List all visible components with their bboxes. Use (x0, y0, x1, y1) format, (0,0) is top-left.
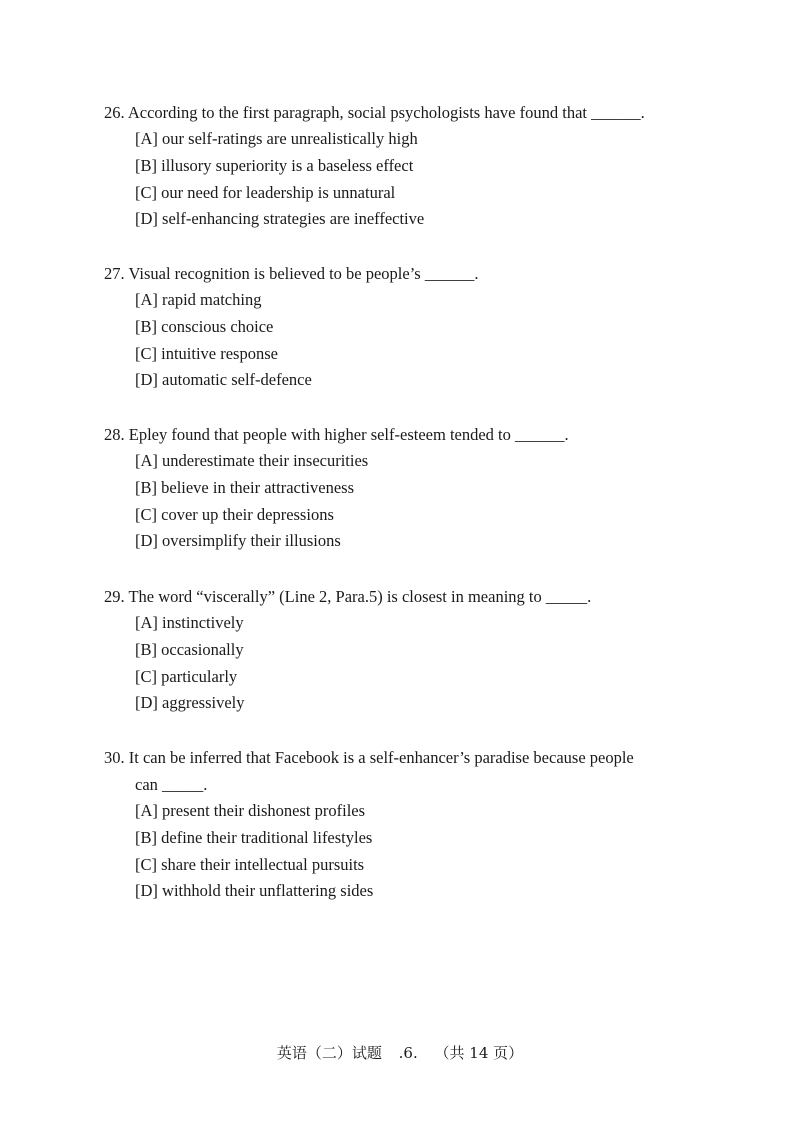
question-stem: 27. Visual recognition is believed to be people’s ______. (104, 264, 479, 283)
option-a: [A] rapid matching (135, 290, 262, 309)
option-d: [D] automatic self-defence (135, 370, 312, 390)
option-d: [D] self-enhancing strategies are ineffective (135, 209, 425, 229)
footer-page-number: .6. (398, 1044, 418, 1062)
option-a: [A] instinctively (135, 613, 244, 632)
option-a: [A] our self-ratings are unrealistically high (135, 129, 418, 148)
option-d: [D] oversimplify their illusions (135, 531, 341, 551)
question-stem: 28. Epley found that people with higher self-esteem tended to ______. (104, 425, 569, 444)
option-b: [B] define their traditional lifestyles (135, 827, 373, 847)
question-stem: 30. It can be inferred that Facebook is a self-enhancer’s paradise because people (104, 748, 634, 767)
option-c: [C] particularly (135, 666, 238, 686)
question-27 (104, 260, 700, 394)
option-b: [B] illusory superiority is a baseless effect (135, 155, 414, 175)
option-a: [A] present their dishonest profiles (135, 801, 366, 820)
question-stem-continuation: can _____. (135, 775, 208, 794)
question-stem: 29. The word “viscerally” (Line 2, Para.5) is closest in meaning to _____. (104, 587, 592, 606)
page-footer (0, 1042, 800, 1063)
footer-page-total: （共 14 页） (434, 1044, 524, 1062)
question-29 (104, 583, 700, 717)
question-28 (104, 421, 700, 555)
footer-subject: 英语（二）试题 (276, 1044, 382, 1062)
option-b: [B] conscious choice (135, 316, 274, 336)
option-c: [C] intuitive response (135, 343, 278, 363)
question-stem: 26. According to the first paragraph, social psychologists have found that ______. (104, 103, 645, 122)
option-a: [A] underestimate their insecurities (135, 451, 369, 470)
question-30 (104, 744, 700, 905)
option-c: [C] share their intellectual pursuits (135, 854, 365, 874)
option-d: [D] aggressively (135, 693, 245, 713)
option-b: [B] occasionally (135, 639, 244, 659)
question-26 (104, 99, 700, 233)
option-c: [C] our need for leadership is unnatural (135, 182, 396, 202)
option-d: [D] withhold their unflattering sides (135, 881, 374, 901)
option-c: [C] cover up their depressions (135, 504, 334, 524)
option-b: [B] believe in their attractiveness (135, 477, 354, 497)
